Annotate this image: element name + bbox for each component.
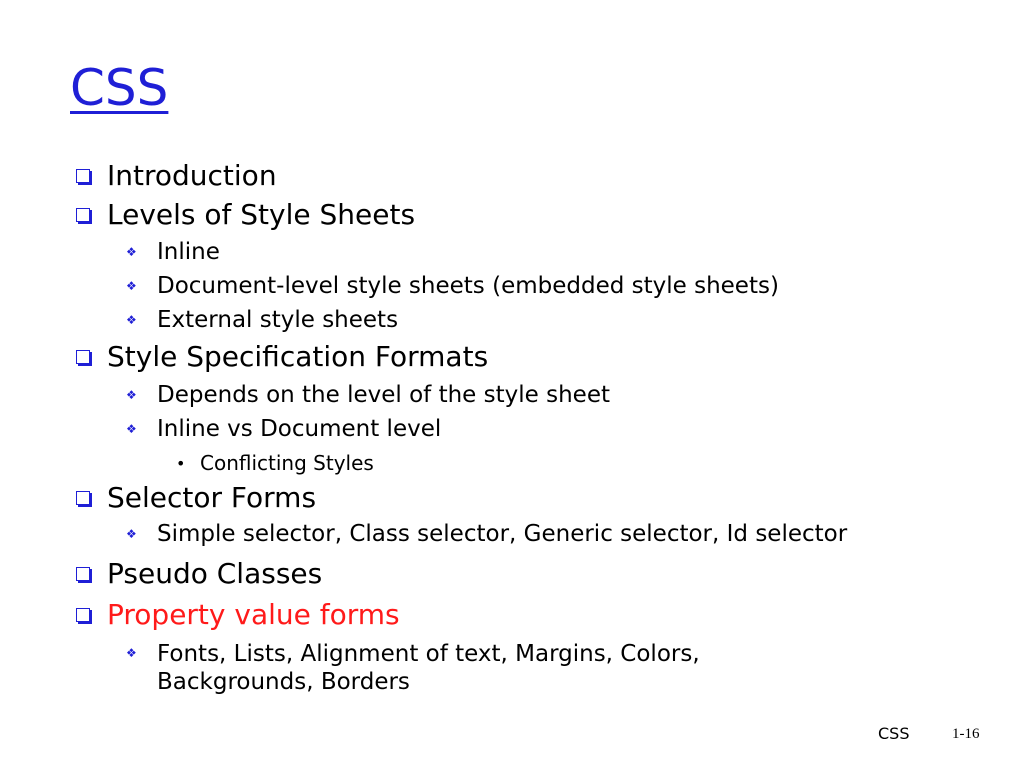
outline-item-label: Fonts, Lists, Alignment of text, Margins, Colors, Backgrounds, Borders xyxy=(157,641,700,695)
square-bullet-icon xyxy=(76,169,90,183)
outline-subitem-depends-on-level xyxy=(126,382,610,408)
outline-item-label: External style sheets xyxy=(157,307,399,333)
footer-label: CSS xyxy=(878,724,910,743)
outline-subitem-document-level xyxy=(126,273,779,299)
outline-item-label: Levels of Style Sheets xyxy=(107,198,416,231)
diamond-bullet-icon: ❖ xyxy=(126,422,137,436)
square-bullet-icon xyxy=(76,350,90,364)
footer-page-number: 1-16 xyxy=(952,726,980,742)
dot-bullet-icon: • xyxy=(176,454,186,473)
outline-item-label: Inline xyxy=(157,239,220,265)
outline-subsubitem-conflicting-styles xyxy=(176,451,374,475)
outline-item-selector-forms xyxy=(76,481,316,514)
outline-item-label-highlighted: Property value forms xyxy=(107,598,400,631)
outline-item-style-specification-formats xyxy=(76,340,488,373)
diamond-bullet-icon: ❖ xyxy=(126,388,137,402)
diamond-bullet-icon: ❖ xyxy=(126,313,137,327)
outline-item-label: Depends on the level of the style sheet xyxy=(157,382,610,408)
outline-item-label: Pseudo Classes xyxy=(107,557,323,590)
slide-title: CSS xyxy=(70,59,169,117)
outline-item-label: Introduction xyxy=(107,159,277,192)
square-bullet-icon xyxy=(76,608,90,622)
diamond-bullet-icon: ❖ xyxy=(126,646,137,660)
outline-item-label: Document-level style sheets (embedded style sheets) xyxy=(157,273,779,299)
outline-subitem-external xyxy=(126,307,398,333)
diamond-bullet-icon: ❖ xyxy=(126,527,137,541)
outline-subitem-inline xyxy=(126,239,220,265)
outline-item-levels-of-style-sheets xyxy=(76,198,415,231)
outline-item-pseudo-classes xyxy=(76,557,322,590)
square-bullet-icon xyxy=(76,491,90,505)
outline-item-label: Simple selector, Class selector, Generic selector, Id selector xyxy=(157,521,848,547)
outline-subitem-selector-types xyxy=(126,521,847,547)
outline-item-introduction xyxy=(76,159,277,192)
outline-item-label: Inline vs Document level xyxy=(157,416,442,442)
outline-item-label: Style Specification Formats xyxy=(107,340,489,373)
diamond-bullet-icon: ❖ xyxy=(126,245,137,259)
outline-item-label: Selector Forms xyxy=(107,481,317,514)
outline-item-property-value-forms xyxy=(76,598,400,631)
outline-subitem-property-forms xyxy=(126,640,857,696)
diamond-bullet-icon: ❖ xyxy=(126,279,137,293)
outline-subitem-inline-vs-document xyxy=(126,416,441,442)
square-bullet-icon xyxy=(76,567,90,581)
outline-item-label: Conflicting Styles xyxy=(200,451,374,475)
square-bullet-icon xyxy=(76,208,90,222)
